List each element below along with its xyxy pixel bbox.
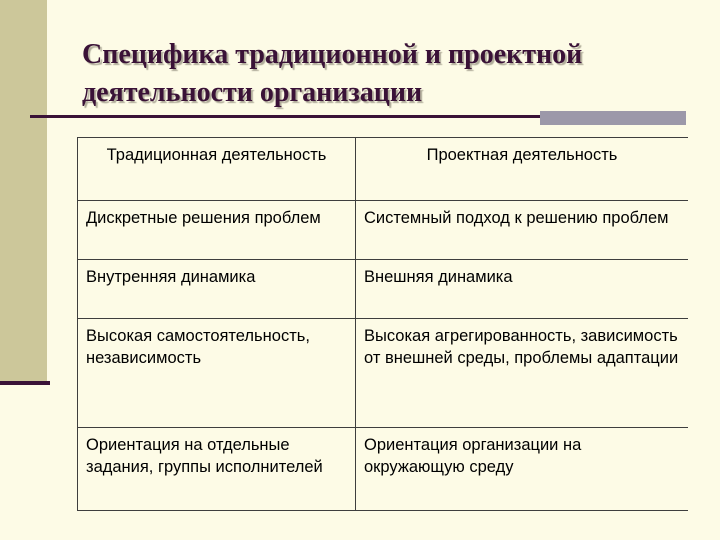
cell-project: Внешняя динамика (356, 260, 689, 319)
slide-title-line-2: деятельности организации (82, 77, 423, 108)
header-project: Проектная деятельность (356, 138, 689, 201)
cell-traditional: Дискретные решения проблем (78, 201, 356, 260)
cell-project: Системный подход к решению проблем (356, 201, 689, 260)
cell-project: Ориентация организации на окружающую среду (356, 428, 689, 511)
table-row (78, 201, 689, 260)
cell-project: Высокая агрегированность, зависимость от внешней среды, проблемы адаптации (356, 319, 689, 428)
cell-traditional: Внутренняя динамика (78, 260, 356, 319)
table-row (78, 260, 689, 319)
cell-traditional: Ориентация на отдельные задания, группы исполнителей (78, 428, 356, 511)
table-header-row (78, 138, 689, 201)
side-decor-underline (0, 381, 50, 385)
side-decor-bar (0, 0, 47, 381)
table-row (78, 428, 689, 511)
table-row (78, 319, 689, 428)
slide-title (82, 36, 702, 112)
title-accent-block (540, 111, 686, 125)
header-traditional: Традиционная деятельность (78, 138, 356, 201)
title-divider (30, 115, 540, 118)
cell-traditional: Высокая самостоятельность, независимость (78, 319, 356, 428)
slide-title-line-1: Специфика традиционной и проектной (82, 39, 583, 70)
comparison-table (77, 137, 688, 511)
